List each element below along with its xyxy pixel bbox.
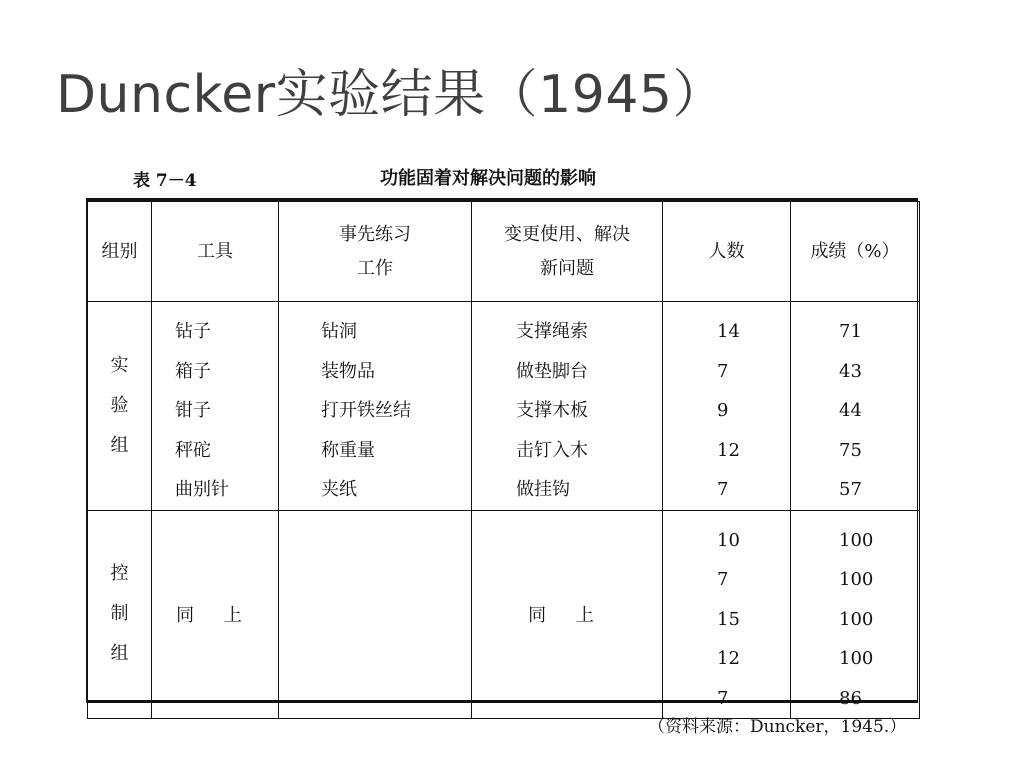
tool-cell: 钳子: [175, 400, 211, 421]
header-practice: [279, 202, 472, 302]
table-header-row: [88, 202, 920, 302]
label-char: 控: [110, 563, 129, 585]
results-table: [86, 198, 918, 709]
tool-cell: 钻子: [175, 321, 211, 342]
change-cell: 支撑木板: [516, 400, 588, 421]
score-cell: 100: [839, 648, 874, 669]
header-tool: 工具: [152, 202, 279, 302]
slide-title: Duncker实验结果（1945）: [56, 65, 726, 125]
count-cell: 12: [717, 439, 740, 461]
label-char: 验: [110, 394, 129, 416]
score-cell: 75: [839, 439, 862, 461]
count-cell: 12: [717, 648, 740, 669]
experimental-tools: [152, 302, 279, 511]
header-change: [472, 202, 663, 302]
tool-cell: 曲别针: [175, 479, 229, 500]
header-count: 人数: [663, 202, 791, 302]
header-practice-line2: 工作: [357, 257, 393, 279]
change-cell: 做垫脚台: [516, 360, 588, 382]
count-cell: 7: [717, 569, 729, 590]
control-group-label: [88, 510, 152, 719]
change-cell: 击钉入木: [516, 439, 588, 461]
header-practice-line1: 事先练习: [339, 223, 411, 245]
experimental-group-label: [88, 302, 152, 511]
results-table-grid: [87, 201, 920, 719]
count-cell: 7: [717, 360, 729, 382]
score-cell: 100: [839, 608, 874, 630]
score-cell: 44: [839, 400, 862, 421]
experimental-group-row: [88, 302, 920, 511]
control-change-same: 同 上: [472, 510, 663, 719]
header-score: 成绩（%）: [791, 202, 920, 302]
score-cell: 100: [839, 569, 874, 590]
score-cell: 43: [839, 360, 862, 382]
header-change-line2: 新问题: [540, 257, 594, 279]
table-title: 功能固着对解决问题的影响: [380, 168, 596, 189]
experimental-counts: [663, 302, 791, 511]
practice-cell: 装物品: [321, 360, 375, 382]
score-cell: 100: [839, 529, 874, 551]
control-counts: [663, 510, 791, 719]
control-scores: [791, 510, 920, 719]
label-char: 组: [110, 434, 129, 456]
experimental-practice: [279, 302, 472, 511]
table-number: 表 7－4: [133, 171, 197, 191]
count-cell: 10: [717, 529, 740, 551]
count-cell: 15: [717, 608, 740, 630]
practice-cell: 打开铁丝结: [321, 400, 411, 421]
table-source: （资料来源：Duncker，1945.）: [648, 717, 907, 737]
header-group: 组别: [88, 202, 152, 302]
label-char: 组: [110, 643, 129, 665]
practice-cell: 夹纸: [321, 479, 357, 500]
tool-cell: 秤砣: [175, 439, 211, 461]
change-cell: 支撑绳索: [516, 321, 588, 342]
control-practice-empty: [279, 510, 472, 719]
tool-cell: 箱子: [175, 360, 211, 382]
count-cell: 14: [717, 321, 740, 342]
header-change-line1: 变更使用、解决: [504, 223, 630, 245]
count-cell: 9: [717, 400, 729, 421]
experimental-change: [472, 302, 663, 511]
control-group-row: [88, 510, 920, 719]
practice-cell: 钻洞: [321, 321, 357, 342]
score-cell: 86: [839, 687, 862, 709]
change-cell: 做挂钩: [516, 479, 570, 500]
count-cell: 7: [717, 479, 729, 500]
practice-cell: 称重量: [321, 439, 375, 461]
label-char: 实: [110, 354, 129, 376]
score-cell: 57: [839, 479, 862, 500]
count-cell: 7: [717, 687, 729, 709]
experimental-scores: [791, 302, 920, 511]
control-tool-same: 同 上: [152, 510, 279, 719]
label-char: 制: [110, 603, 129, 625]
score-cell: 71: [839, 321, 862, 342]
